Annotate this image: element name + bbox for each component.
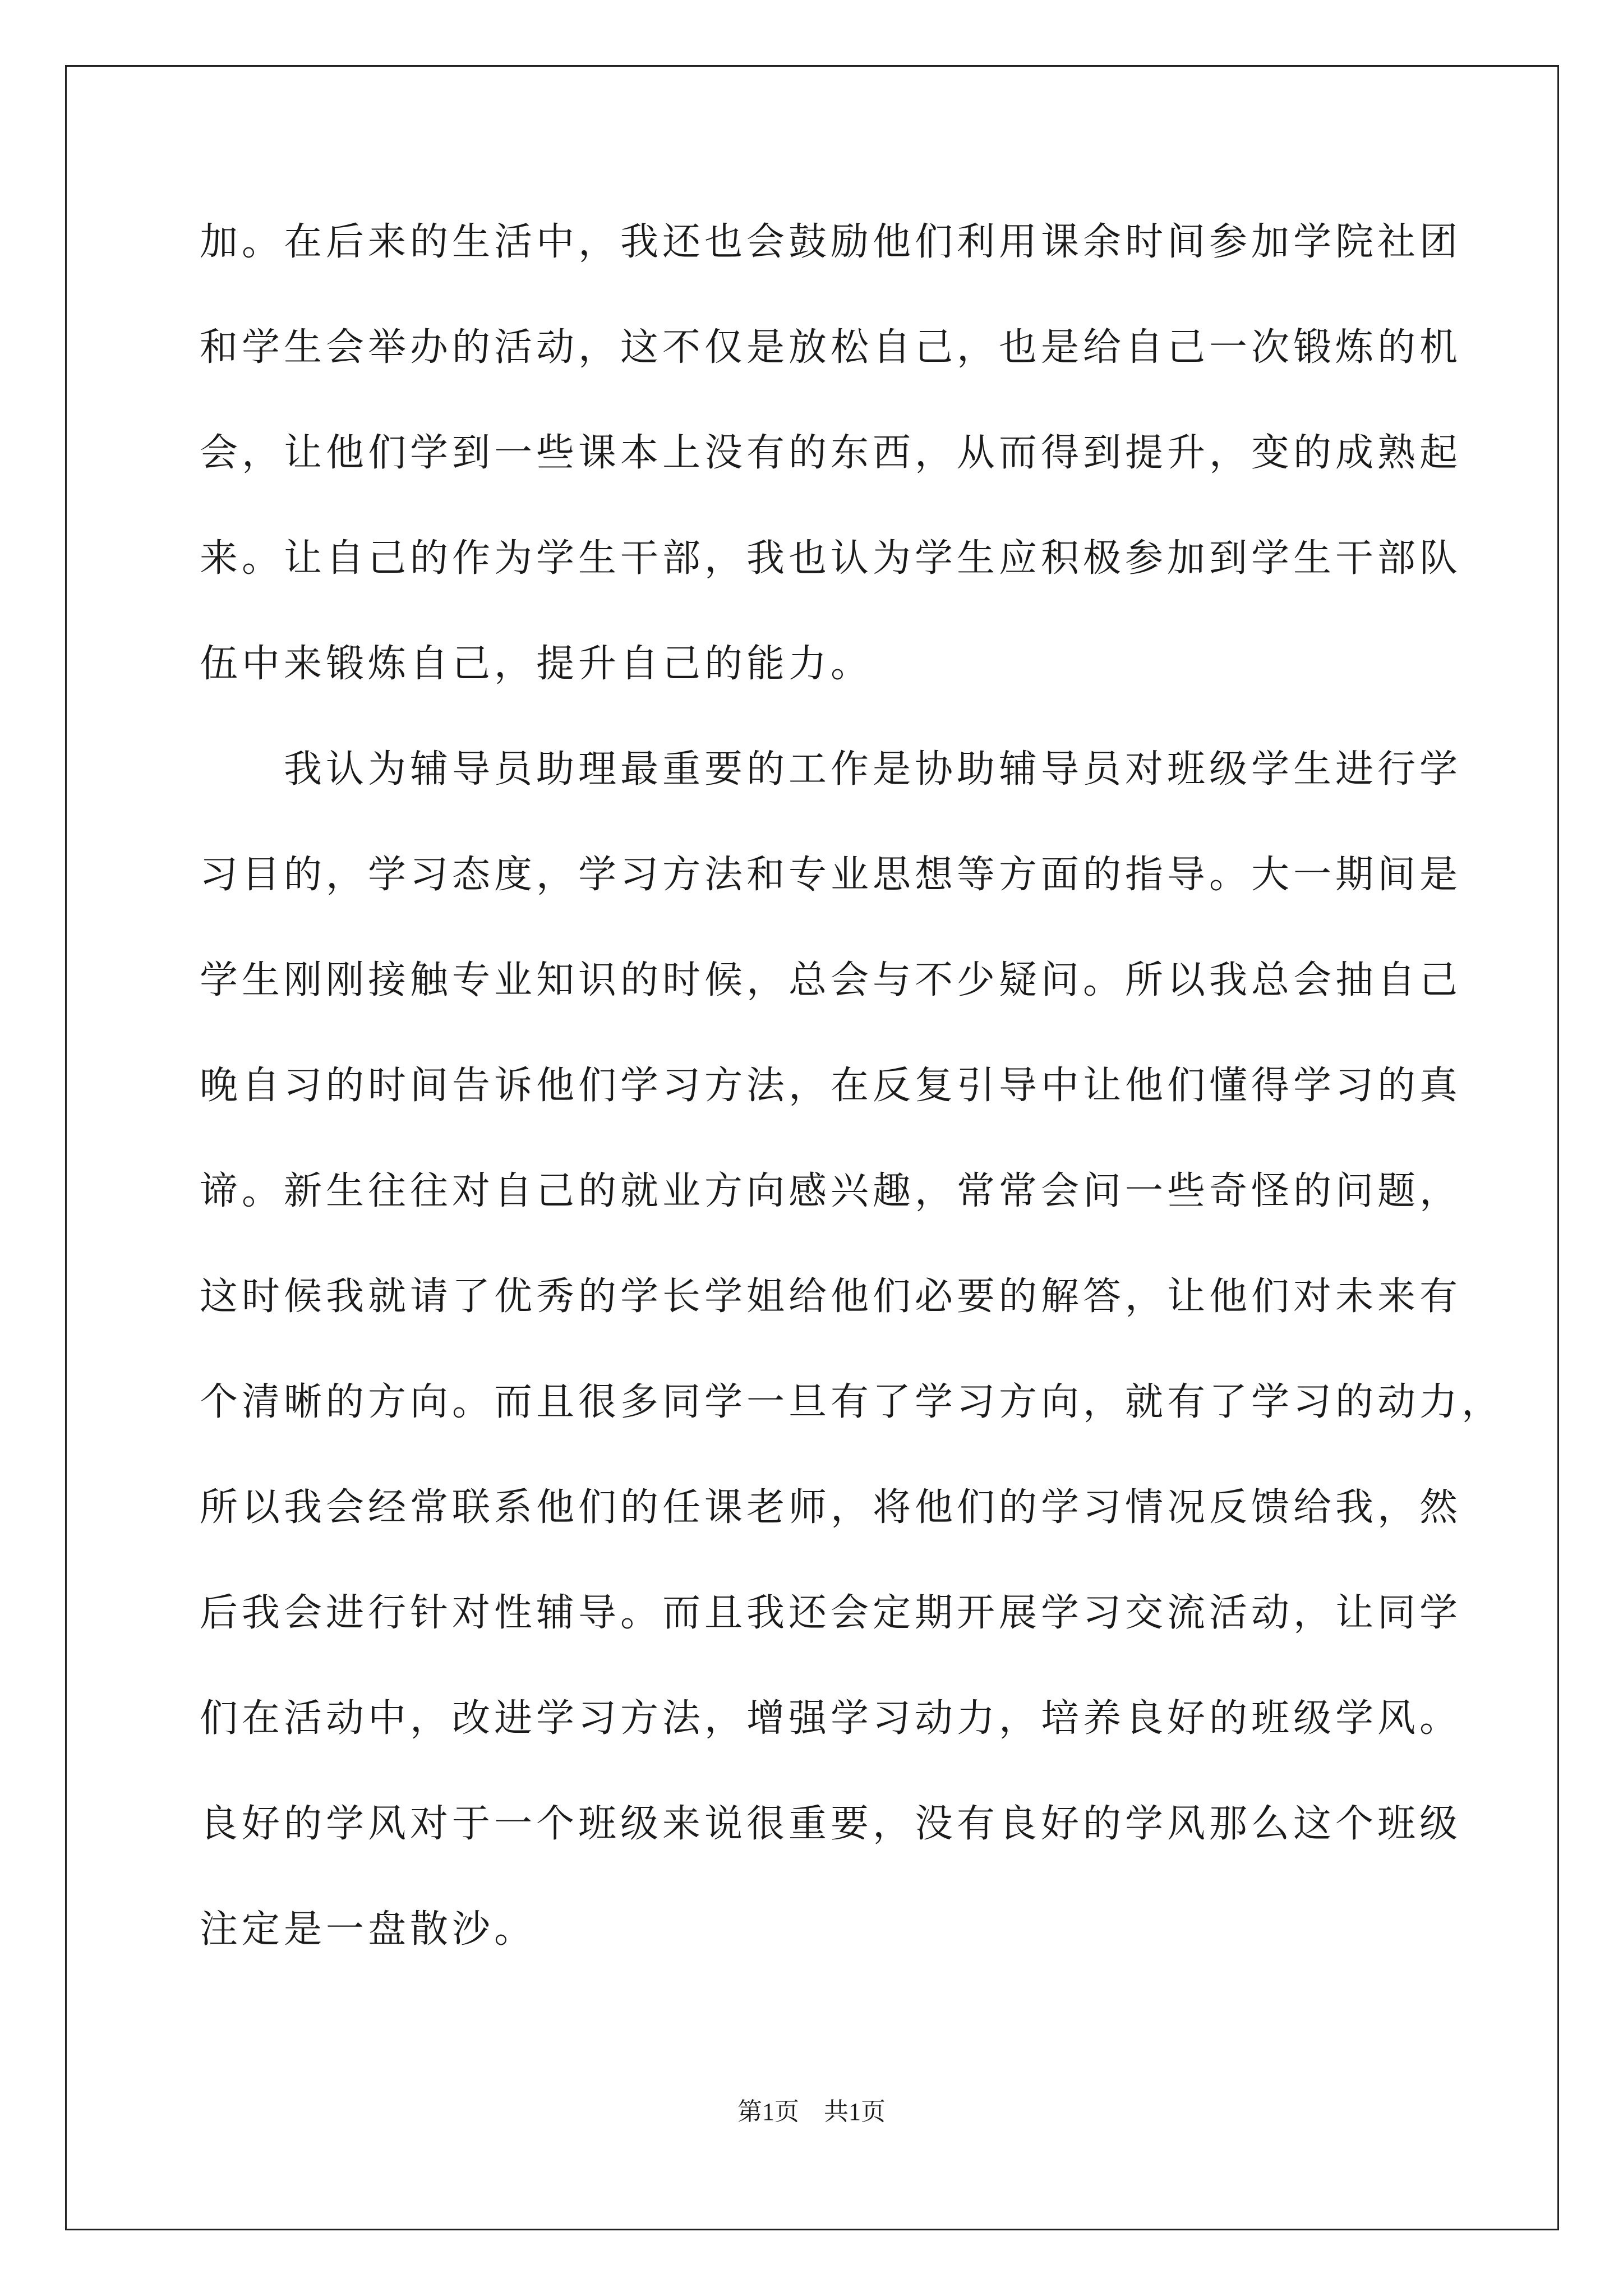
text-line-6: 我认为辅导员助理最重要的工作是协助辅导员对班级学生进行学 <box>284 747 1462 792</box>
text-line-3: 会，让他们学到一些课本上没有的东西，从而得到提升，变的成熟起 <box>200 431 1462 475</box>
text-line-2: 和学生会举办的活动，这不仅是放松自己，也是给自己一次锻炼的机 <box>200 325 1462 370</box>
text-line-12: 个清晰的方向。而且很多同学一旦有了学习方向，就有了学习的动力， <box>200 1380 1504 1424</box>
text-line-8: 学生刚刚接触专业知识的时候，总会与不少疑问。所以我总会抽自己 <box>200 958 1462 1002</box>
text-line-16: 良好的学风对于一个班级来说很重要，没有良好的学风那么这个班级 <box>200 1802 1462 1846</box>
text-line-7: 习目的，学习态度，学习方法和专业思想等方面的指导。大一期间是 <box>200 853 1462 897</box>
page-number-footer: 第1页 共1页 <box>737 2098 886 2125</box>
text-line-1: 加。在后来的生活中，我还也会鼓励他们利用课余时间参加学院社团 <box>200 220 1462 264</box>
text-line-5: 伍中来锻炼自己，提升自己的能力。 <box>200 642 873 686</box>
text-line-15: 们在活动中，改进学习方法，增强学习动力，培养良好的班级学风。 <box>200 1696 1462 1741</box>
text-line-13: 所以我会经常联系他们的任课老师，将他们的学习情况反馈给我，然 <box>200 1485 1462 1530</box>
text-line-11: 这时候我就请了优秀的学长学姐给他们必要的解答，让他们对未来有 <box>200 1274 1462 1319</box>
document-body <box>200 213 1504 2006</box>
text-line-4: 来。让自己的作为学生干部，我也认为学生应积极参加到学生干部队 <box>200 536 1462 581</box>
text-line-17: 注定是一盘散沙。 <box>200 1907 537 1952</box>
text-line-10: 谛。新生往往对自己的就业方向感兴趣，常常会问一些奇怪的问题， <box>200 1169 1462 1213</box>
text-line-9: 晚自习的时间告诉他们学习方法，在反复引导中让他们懂得学习的真 <box>200 1064 1462 1108</box>
text-line-14: 后我会进行针对性辅导。而且我还会定期开展学习交流活动，让同学 <box>200 1591 1462 1635</box>
